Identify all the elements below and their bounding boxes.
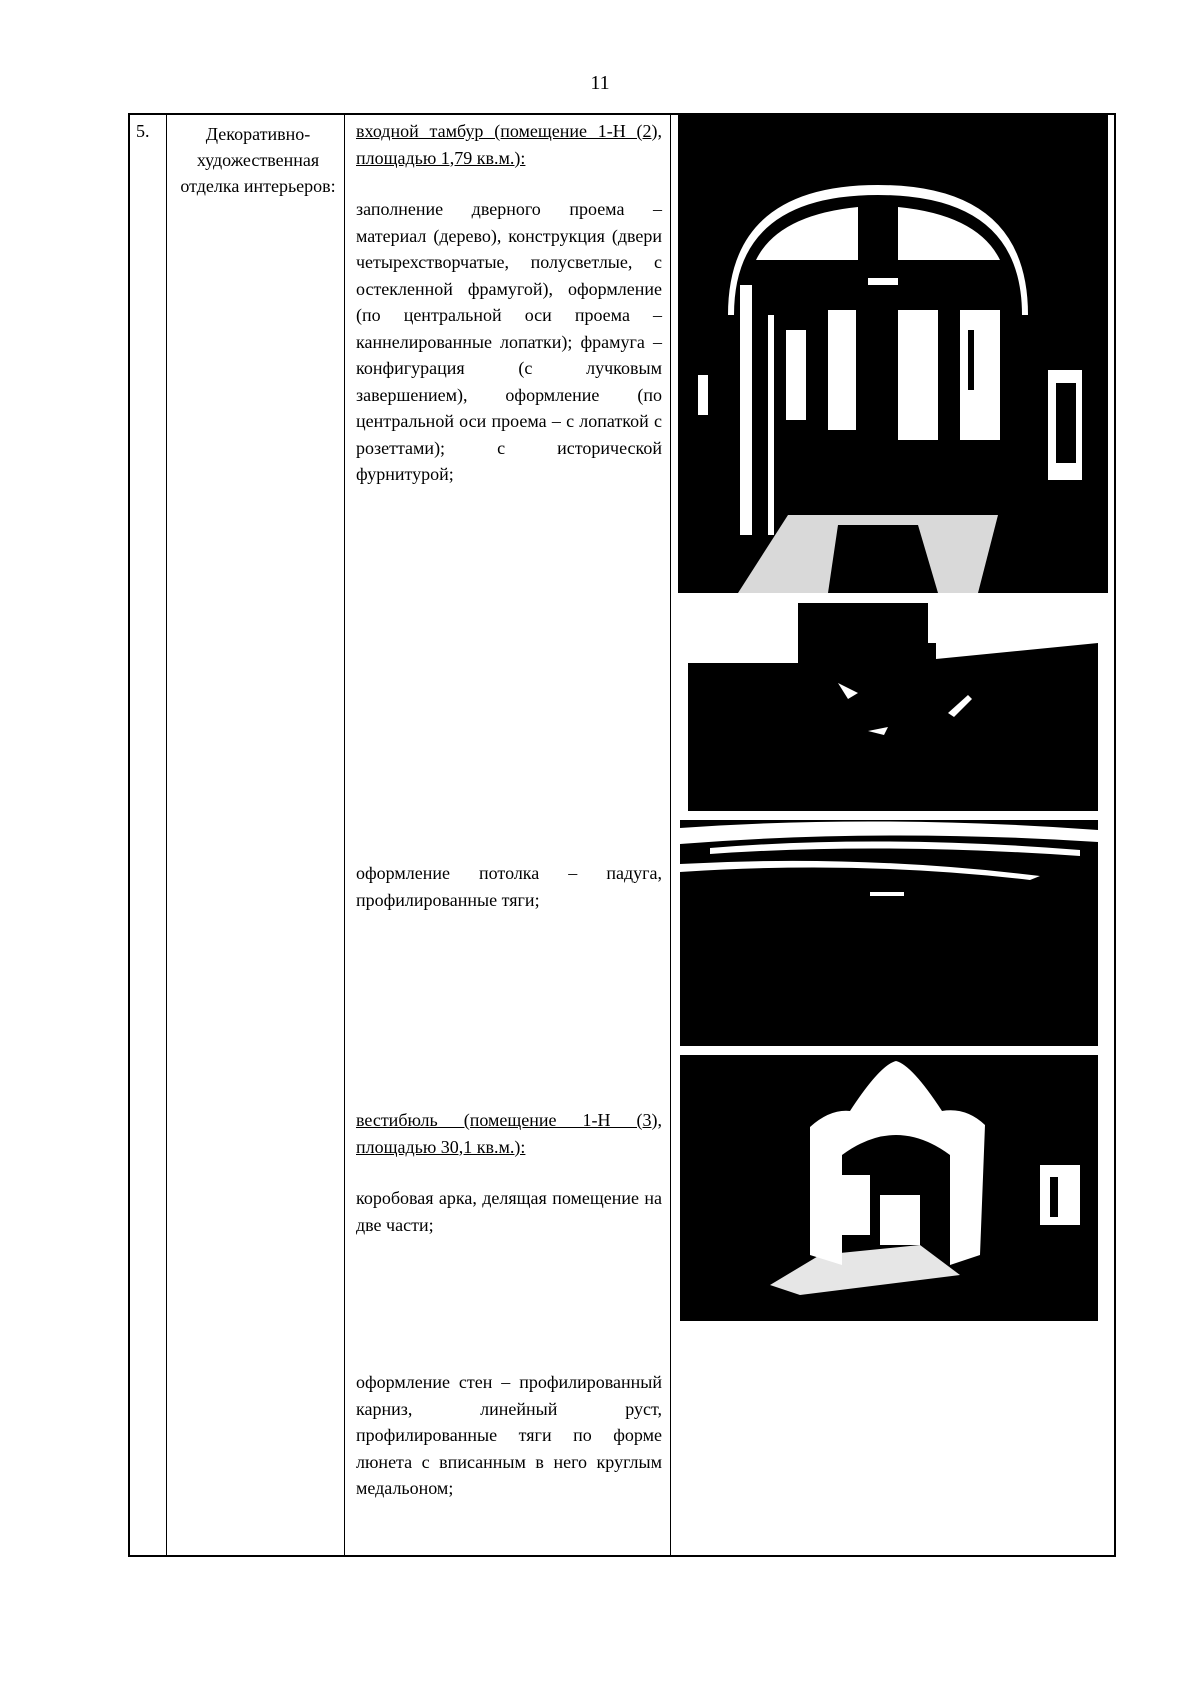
- column-divider: [166, 115, 167, 1555]
- ceiling-description: оформление потолка – падуга, профилированные тяги;: [356, 863, 662, 910]
- walls-description: оформление стен – профилированный карниз, линейный руст, профилированные тяги по форме люнета с вписанным в него круглым медальоном;: [356, 1372, 662, 1498]
- vestibule-arch-photo: [680, 1055, 1098, 1321]
- monument-subject-table: [128, 113, 1116, 1557]
- door-detail-photo: [688, 603, 1098, 811]
- page-number: 11: [590, 72, 610, 94]
- column-divider: [344, 115, 345, 1555]
- ceiling-photo: [680, 820, 1098, 1046]
- row-category: Декоративно-художественная отделка интерьеров:: [180, 124, 336, 196]
- door-fill-description: заполнение дверного проема – материал (дерево), конструкция (двери четырехстворчатые, полусветлые, с остекленной фрамугой), оформление (по центральной оси проема – каннелированные лопатки); фрамуга – конфигурация (с лучковым завершением), оформление (по центральной оси проема – с лопаткой с розеттами); с исторической фурнитурой;: [356, 199, 662, 484]
- arch-description: коробовая арка, делящая помещение на две части;: [356, 1188, 662, 1235]
- entrance-door-photo: [678, 115, 1108, 593]
- vestibule-heading: вестибюль (помещение 1-Н (3), площадью 30,1 кв.м.):: [356, 1110, 662, 1157]
- column-divider: [670, 115, 671, 1555]
- row-number: 5.: [136, 121, 150, 141]
- tambur-heading: входной тамбур (помещение 1-Н (2), площадью 1,79 кв.м.):: [356, 121, 662, 168]
